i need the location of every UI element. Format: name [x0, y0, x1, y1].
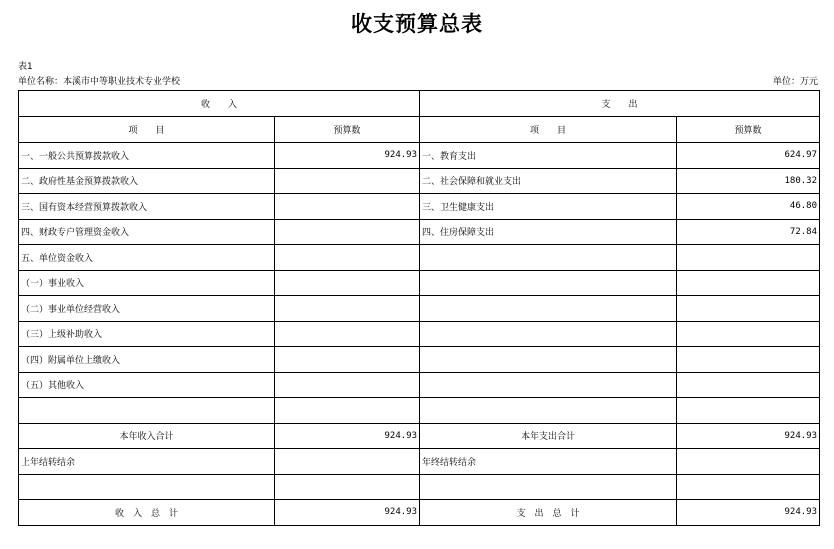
expense-value-cell: 624.97	[677, 143, 820, 169]
table-row	[19, 296, 820, 322]
expense-value-cell	[677, 270, 820, 296]
expense-item-cell: 三、卫生健康支出	[420, 194, 677, 220]
table-row	[19, 372, 820, 398]
expense-value-cell: 72.84	[677, 219, 820, 245]
expense-carry-label: 年终结转结余	[420, 449, 677, 475]
table-row	[19, 194, 820, 220]
expense-value-cell: 46.80	[677, 194, 820, 220]
expense-item-cell	[420, 296, 677, 322]
expense-item-cell: 二、社会保障和就业支出	[420, 168, 677, 194]
income-value-cell	[275, 270, 420, 296]
expense-item-cell	[420, 321, 677, 347]
income-year-total-label: 本年收入合计	[19, 423, 275, 449]
expense-item-cell: 四、住房保障支出	[420, 219, 677, 245]
expense-grand-total-label: 支 出 总 计	[420, 500, 677, 526]
income-value-cell	[275, 347, 420, 373]
income-section-header: 收 入	[19, 91, 420, 117]
expense-value-cell	[677, 372, 820, 398]
table-number: 表1	[18, 62, 33, 72]
section-header-row	[19, 91, 820, 117]
income-value-cell	[275, 219, 420, 245]
expense-item-header: 项 目	[420, 117, 677, 143]
table-row	[19, 398, 820, 424]
table-row	[19, 219, 820, 245]
income-value-cell	[275, 372, 420, 398]
income-item-header: 项 目	[19, 117, 275, 143]
carry-over-row	[19, 449, 820, 475]
blank-cell	[677, 474, 820, 500]
income-value-cell	[275, 296, 420, 322]
expense-year-total-value: 924.93	[677, 423, 820, 449]
expense-budget-header: 预算数	[677, 117, 820, 143]
expense-value-cell	[677, 245, 820, 271]
budget-table	[18, 90, 820, 526]
table-row	[19, 143, 820, 169]
income-carry-label: 上年结转结余	[19, 449, 275, 475]
expense-item-cell: 一、教育支出	[420, 143, 677, 169]
expense-value-cell	[677, 398, 820, 424]
table-row	[19, 270, 820, 296]
table-row	[19, 347, 820, 373]
income-item-cell: 二、政府性基金预算拨款收入	[19, 168, 275, 194]
blank-cell	[19, 474, 275, 500]
expense-item-cell	[420, 245, 677, 271]
income-year-total-value: 924.93	[275, 423, 420, 449]
income-carry-value	[275, 449, 420, 475]
column-header-row	[19, 117, 820, 143]
expense-grand-total-value: 924.93	[677, 500, 820, 526]
expense-value-cell	[677, 347, 820, 373]
income-item-cell: 四、财政专户管理资金收入	[19, 219, 275, 245]
table-row	[19, 321, 820, 347]
income-budget-header: 预算数	[275, 117, 420, 143]
income-value-cell	[275, 321, 420, 347]
blank-cell	[275, 474, 420, 500]
year-total-row	[19, 423, 820, 449]
income-item-cell: 五、单位资金收入	[19, 245, 275, 271]
table-row	[19, 474, 820, 500]
expense-carry-value	[677, 449, 820, 475]
unit-label: 单位：万元	[772, 77, 818, 87]
income-item-cell: （一）事业收入	[19, 270, 275, 296]
expense-value-cell	[677, 321, 820, 347]
income-item-cell: 一、一般公共预算拨款收入	[19, 143, 275, 169]
income-value-cell	[275, 194, 420, 220]
page-title: 收支预算总表	[351, 11, 483, 36]
income-value-cell	[275, 245, 420, 271]
income-item-cell: 三、国有资本经营预算拨款收入	[19, 194, 275, 220]
expense-item-cell	[420, 270, 677, 296]
income-item-cell: （五）其他收入	[19, 372, 275, 398]
unit-name: 单位名称：本溪市中等职业技术专业学校	[18, 77, 181, 87]
income-grand-total-label: 收 入 总 计	[19, 500, 275, 526]
income-grand-total-value: 924.93	[275, 500, 420, 526]
expense-item-cell	[420, 372, 677, 398]
income-item-cell	[19, 398, 275, 424]
expense-section-header: 支 出	[420, 91, 820, 117]
income-item-cell: （二）事业单位经营收入	[19, 296, 275, 322]
income-item-cell: （四）附属单位上缴收入	[19, 347, 275, 373]
income-value-cell	[275, 398, 420, 424]
income-value-cell	[275, 168, 420, 194]
grand-total-row	[19, 500, 820, 526]
expense-item-cell	[420, 347, 677, 373]
income-item-cell: （三）上级补助收入	[19, 321, 275, 347]
expense-item-cell	[420, 398, 677, 424]
table-row	[19, 245, 820, 271]
expense-year-total-label: 本年支出合计	[420, 423, 677, 449]
expense-value-cell	[677, 296, 820, 322]
expense-value-cell: 180.32	[677, 168, 820, 194]
blank-cell	[420, 474, 677, 500]
table-row	[19, 168, 820, 194]
income-value-cell: 924.93	[275, 143, 420, 169]
